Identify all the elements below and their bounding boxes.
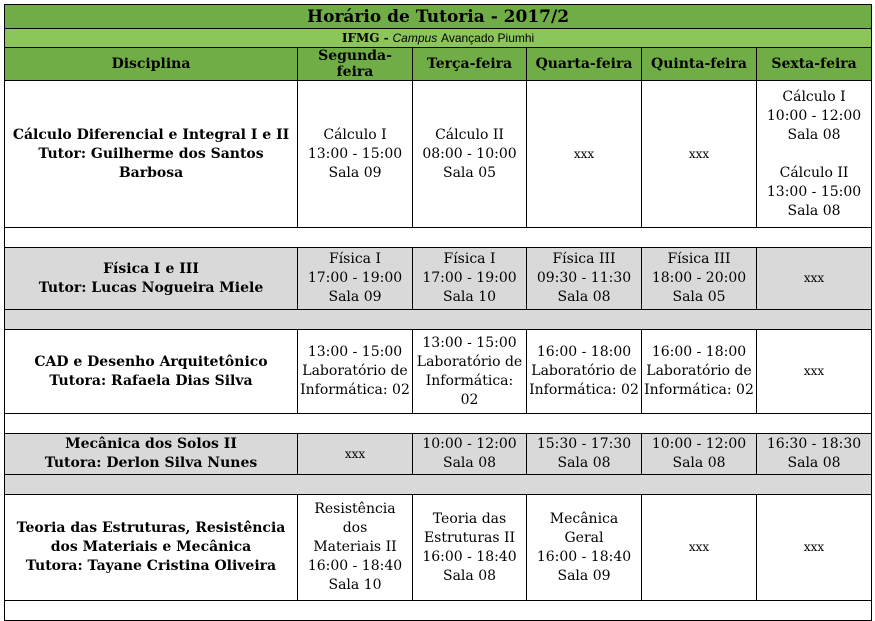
spacer-cell — [5, 601, 872, 621]
schedule-cell: xxx — [757, 248, 872, 310]
spacer-row — [5, 601, 872, 621]
schedule-cell: xxx — [757, 330, 872, 414]
discipline-cell — [5, 495, 298, 601]
discipline-cell — [5, 81, 298, 228]
schedule-subtitle — [5, 29, 872, 48]
column-header: Quinta-feira — [642, 48, 757, 81]
spacer-row — [5, 310, 872, 330]
schedule-cell: Mecânica Geral 16:00 - 18:40 Sala 09 — [527, 495, 642, 601]
schedule-cell: Resistência dos Materiais II 16:00 - 18:40 Sala 10 — [298, 495, 413, 601]
schedule-cell: Cálculo I 13:00 - 15:00 Sala 09 — [298, 81, 413, 228]
column-header: Terça-feira — [413, 48, 527, 81]
tutor-name: Tutor: Guilherme dos Santos Barbosa — [38, 145, 264, 181]
schedule-cell: xxx — [527, 81, 642, 228]
schedule-cell: Teoria das Estruturas II 16:00 - 18:40 Sala 08 — [413, 495, 527, 601]
schedule-cell: Cálculo II 08:00 - 10:00 Sala 05 — [413, 81, 527, 228]
spacer-cell — [5, 310, 872, 330]
schedule-cell: 15:30 - 17:30 Sala 08 — [527, 434, 642, 475]
tutor-name: Tutor: Lucas Nogueira Miele — [38, 279, 264, 296]
schedule-cell: Cálculo I 10:00 - 12:00 Sala 08 Cálculo II 13:00 - 15:00 Sala 08 — [757, 81, 872, 228]
column-header: Disciplina — [5, 48, 298, 81]
schedule-cell: Física III 18:00 - 20:00 Sala 05 — [642, 248, 757, 310]
discipline-name: Física I e III — [103, 260, 199, 277]
discipline-name: CAD e Desenho Arquitetônico — [34, 353, 268, 370]
spacer-cell — [5, 228, 872, 248]
schedule-cell: 16:00 - 18:00 Laboratório de Informática: 02 — [642, 330, 757, 414]
table-row — [5, 495, 872, 601]
schedule-cell: 16:00 - 18:00 Laboratório de Informática: 02 — [527, 330, 642, 414]
schedule-cell: xxx — [642, 495, 757, 601]
spacer-row — [5, 228, 872, 248]
institution-label: IFMG - — [341, 31, 389, 45]
schedule-title: Horário de Tutoria - 2017/2 — [5, 5, 872, 29]
discipline-cell — [5, 248, 298, 310]
discipline-cell — [5, 330, 298, 414]
schedule-cell: 10:00 - 12:00 Sala 08 — [413, 434, 527, 475]
table-row — [5, 434, 872, 475]
schedule-cell: Física I 17:00 - 19:00 Sala 09 — [298, 248, 413, 310]
tutor-name: Tutora: Rafaela Dias Silva — [49, 372, 253, 389]
column-header-row — [5, 48, 872, 81]
discipline-cell — [5, 434, 298, 475]
campus-label: Campus — [392, 31, 438, 45]
schedule-cell: 13:00 - 15:00 Laboratório de Informática: 02 — [298, 330, 413, 414]
schedule-cell: 13:00 - 15:00 Laboratório de Informática: 02 — [413, 330, 527, 414]
schedule-cell: Física I 17:00 - 19:00 Sala 10 — [413, 248, 527, 310]
spacer-row — [5, 475, 872, 495]
column-header: Segunda-feira — [298, 48, 413, 81]
table-row — [5, 81, 872, 228]
discipline-name: Mecânica dos Solos II — [65, 436, 237, 452]
schedule-cell: Física III 09:30 - 11:30 Sala 08 — [527, 248, 642, 310]
column-header: Sexta-feira — [757, 48, 872, 81]
schedule-cell: xxx — [757, 495, 872, 601]
schedule-cell: 10:00 - 12:00 Sala 08 — [642, 434, 757, 475]
location-label: Avançado Piumhi — [441, 31, 535, 45]
table-row — [5, 330, 872, 414]
tutor-name: Tutora: Derlon Silva Nunes — [44, 455, 258, 471]
spacer-cell — [5, 414, 872, 434]
spacer-row — [5, 414, 872, 434]
discipline-name: Teoria das Estruturas, Resistência dos Materiais e Mecânica — [16, 520, 286, 555]
schedule-cell: xxx — [642, 81, 757, 228]
column-header: Quarta-feira — [527, 48, 642, 81]
table-row — [5, 248, 872, 310]
spacer-cell — [5, 475, 872, 495]
schedule-cell: xxx — [298, 434, 413, 475]
schedule-table — [4, 4, 872, 621]
tutor-name: Tutora: Tayane Cristina Oliveira — [25, 558, 277, 574]
schedule-cell: 16:30 - 18:30 Sala 08 — [757, 434, 872, 475]
discipline-name: Cálculo Diferencial e Integral I e II — [12, 126, 290, 143]
